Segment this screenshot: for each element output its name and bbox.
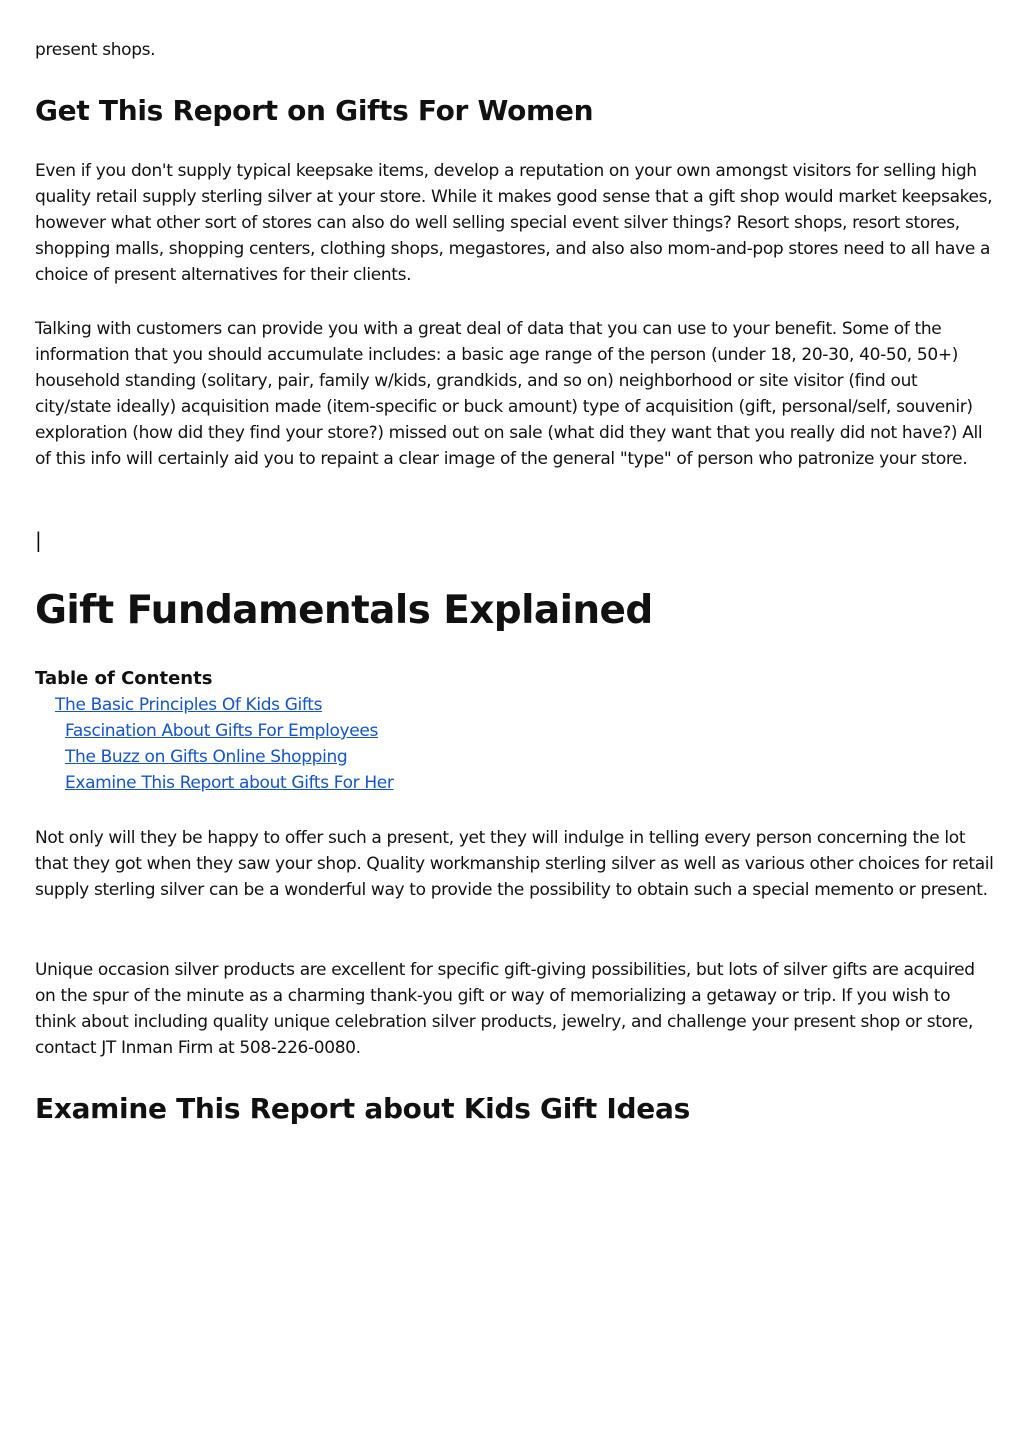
toc-list <box>35 692 394 796</box>
toc-item <box>35 718 394 744</box>
toc-title: Table of Contents <box>35 668 213 689</box>
toc-link-gifts-for-her[interactable]: Examine This Report about Gifts For Her <box>65 773 394 793</box>
toc-item <box>35 770 394 796</box>
toc-item <box>35 692 394 718</box>
intro-tail-text: present shops. <box>35 40 156 60</box>
text-cursor: | <box>35 528 42 552</box>
body-paragraph: Not only will they be happy to offer such a present, yet they will indulge in telling every person concerning the lot that they got when they saw your shop. Quality workmanship sterling silver as well as various other choices for retail supply sterling silver can be a wonderful way to provide the possibility to obtain such a special memento or present. <box>35 828 994 900</box>
section-heading-kids-gift-ideas: Examine This Report about Kids Gift Ideas <box>35 1092 690 1125</box>
toc-link-gifts-online-shopping[interactable]: The Buzz on Gifts Online Shopping <box>65 747 348 767</box>
table-of-contents <box>35 666 394 796</box>
page-title: Gift Fundamentals Explained <box>35 588 653 633</box>
body-paragraph: Unique occasion silver products are excellent for specific gift-giving possibilities, but lots of silver gifts are acquired on the spur of the minute as a charming thank-you gift or way of memorializing a getaway or trip. If you wish to think about including quality unique celebration silver products, jewelry, and challenge your present shop or store, contact JT Inman Firm at 508-226-0080. <box>35 960 975 1058</box>
body-paragraph: Even if you don't supply typical keepsake items, develop a reputation on your own amongst visitors for selling high quality retail supply sterling silver at your store. While it makes good sense that a gift shop would market keepsakes, however what other sort of stores can also do well selling special event silver things? Resort shops, resort stores, shopping malls, shopping centers, clothing shops, megastores, and also also mom-and-pop stores need to all have a choice of present alternatives for their clients. <box>35 161 993 285</box>
toc-link-gifts-for-employees[interactable]: Fascination About Gifts For Employees <box>65 721 378 741</box>
section-heading-gifts-for-women: Get This Report on Gifts For Women <box>35 94 594 127</box>
body-paragraph: Talking with customers can provide you with a great deal of data that you can use to your benefit. Some of the information that you should accumulate includes: a basic age range of the person (under 18, 20-30, 40-50, 50+) household standing (solitary, pair, family w/kids, grandkids, and so on) neighborhood or site visitor (find out city/state ideally) acquisition made (item-specific or buck amount) type of acquisition (gift, personal/self, souvenir) exploration (how did they find your store?) missed out on sale (what did they want that you really did not have?) All of this info will certainly aid you to repaint a clear image of the general "type" of person who patronize your store. <box>35 319 983 469</box>
toc-item <box>35 744 394 770</box>
toc-link-kids-gifts[interactable]: The Basic Principles Of Kids Gifts <box>55 695 323 715</box>
